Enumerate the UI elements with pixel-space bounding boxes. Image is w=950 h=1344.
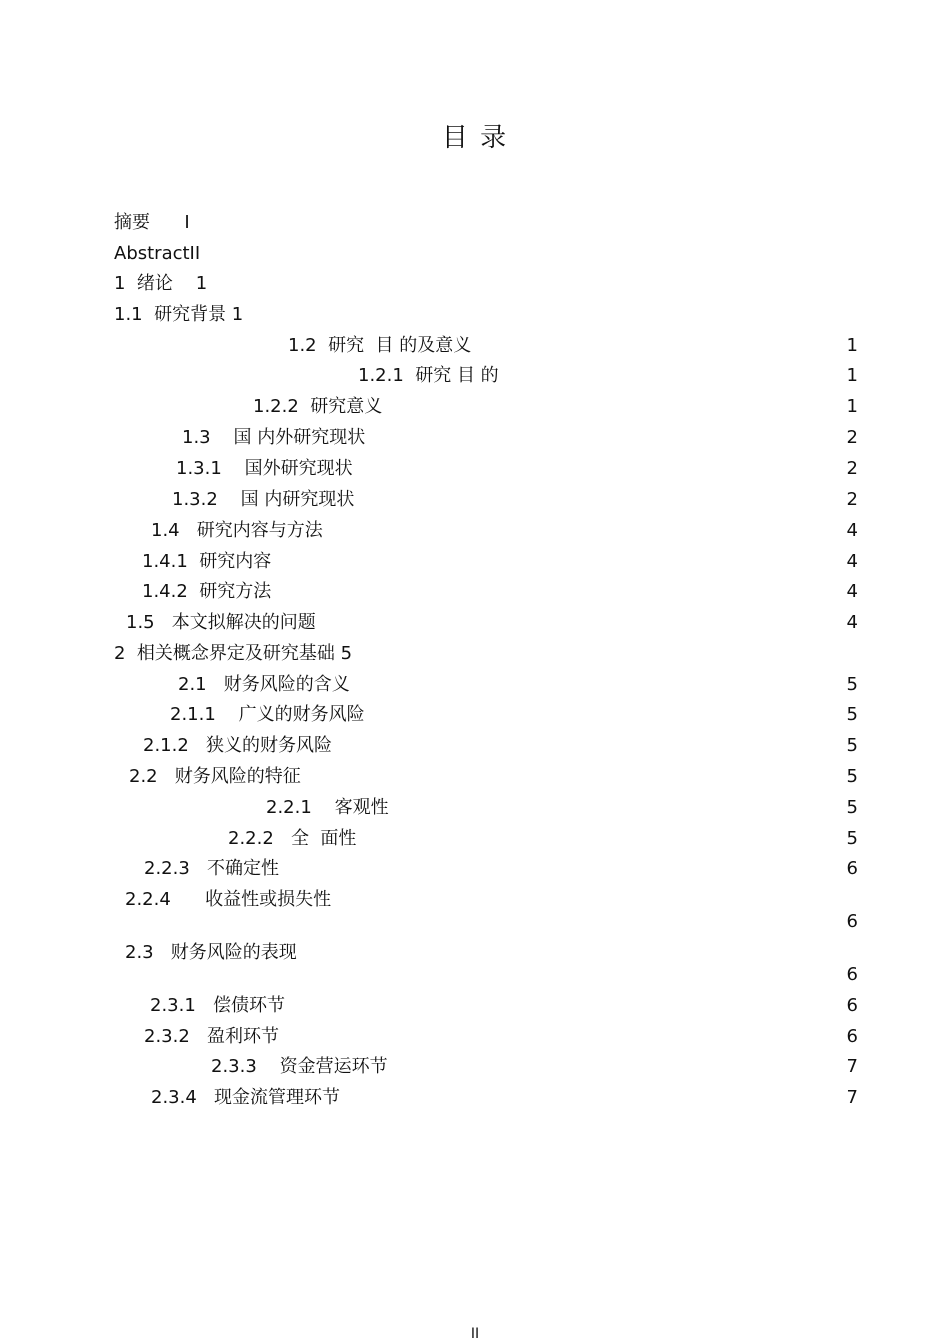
toc-entry-label: 2.2.2 全 面性 [228,828,357,849]
toc-entry-label: 2.1.2 狭义的财务风险 [143,735,332,756]
toc-entry-page: 5 [846,828,858,849]
toc-entry-page: 5 [846,797,858,818]
toc-entry [0,826,950,852]
toc-entry-label: 2 相关概念界定及研究基础 5 [114,643,353,664]
toc-entry [0,579,950,605]
toc-entry [0,425,950,451]
toc-entry [0,641,950,667]
toc-entry [0,302,950,328]
toc-entry [0,1054,950,1080]
toc-entry-label: 1.4 研究内容与方法 [151,520,323,541]
toc-entry [0,962,950,988]
toc-entry-page: 5 [846,704,858,725]
toc-entry [0,733,950,759]
toc-entry-label: 2.3.3 资金营运环节 [211,1056,388,1077]
toc-entry-label: 2.1 财务风险的含义 [178,674,350,695]
toc-entry [0,487,950,513]
toc-entry-label: 2.2.4 收益性或损失性 [125,889,332,910]
toc-entry-page: 4 [846,520,858,541]
toc-entry [0,909,950,935]
toc-entry-page: 7 [846,1087,858,1108]
toc-entry-page: 5 [846,674,858,695]
toc-entry-label: 1.2 研究 目 的及意义 [288,335,472,356]
toc-entry-label: 1.3.2 国 内研究现状 [172,489,355,510]
toc-entry [0,333,950,359]
toc-entry [0,1024,950,1050]
toc-entry-label: 2.2.1 客观性 [266,797,389,818]
toc-entry-label: 1.5 本文拟解决的问题 [126,612,316,633]
toc-entry-page: 2 [846,489,858,510]
toc-entry [0,702,950,728]
toc-entry-label: 摘要 I [114,212,190,233]
toc-entry [0,856,950,882]
page-title: 目 录 [441,123,509,153]
toc-entry [0,241,950,267]
toc-entry [0,993,950,1019]
toc-entry-page: 6 [846,964,858,985]
toc-entry [0,549,950,575]
page-number: II [470,1326,480,1342]
toc-entry-label: 2.3 财务风险的表现 [125,942,297,963]
toc-entry [0,672,950,698]
toc-entry-label: 1.3 国 内外研究现状 [182,427,366,448]
toc-entry-label: 2.3.2 盈利环节 [144,1026,279,1047]
toc-entry [0,394,950,420]
toc-entry-page: 4 [846,551,858,572]
toc-entry-page: 6 [846,1026,858,1047]
toc-entry-label: 2.2.3 不确定性 [144,858,279,879]
toc-entry-label: 1 绪论 1 [114,273,208,294]
toc-entry [0,456,950,482]
toc-entry [0,210,950,236]
toc-entry [0,795,950,821]
toc-entry-label: AbstractII [114,243,201,264]
toc-entry-label: 2.1.1 广义的财务风险 [170,704,365,725]
toc-entry-label: 1.1 研究背景 1 [114,304,244,325]
toc-entry-page: 2 [846,427,858,448]
toc-entry-label: 1.2.2 研究意义 [253,396,383,417]
toc-entry-label: 2.3.4 现金流管理环节 [151,1087,340,1108]
toc-entry-label: 2.3.1 偿债环节 [150,995,285,1016]
toc-entry-page: 6 [846,911,858,932]
toc-entry-page: 7 [846,1056,858,1077]
toc-entry-page: 4 [846,612,858,633]
toc-entry [0,363,950,389]
toc-entry-page: 5 [846,766,858,787]
toc-entry [0,1085,950,1111]
toc-entry-label: 2.2 财务风险的特征 [129,766,301,787]
toc-entry-page: 1 [846,396,858,417]
toc-entry [0,764,950,790]
toc-entry-page: 2 [846,458,858,479]
toc-entry [0,271,950,297]
toc-entry-page: 1 [846,365,858,386]
toc-entry-page: 5 [846,735,858,756]
toc-entry-page: 6 [846,858,858,879]
toc-entry-page: 4 [846,581,858,602]
toc-entry-label: 1.2.1 研究 目 的 [358,365,499,386]
toc-entry-label: 1.4.1 研究内容 [142,551,272,572]
toc-entry-label: 1.3.1 国外研究现状 [176,458,353,479]
toc-entry-label: 1.4.2 研究方法 [142,581,272,602]
toc-entry [0,610,950,636]
toc-entry-page: 1 [846,335,858,356]
toc-entry [0,518,950,544]
toc-entry-page: 6 [846,995,858,1016]
